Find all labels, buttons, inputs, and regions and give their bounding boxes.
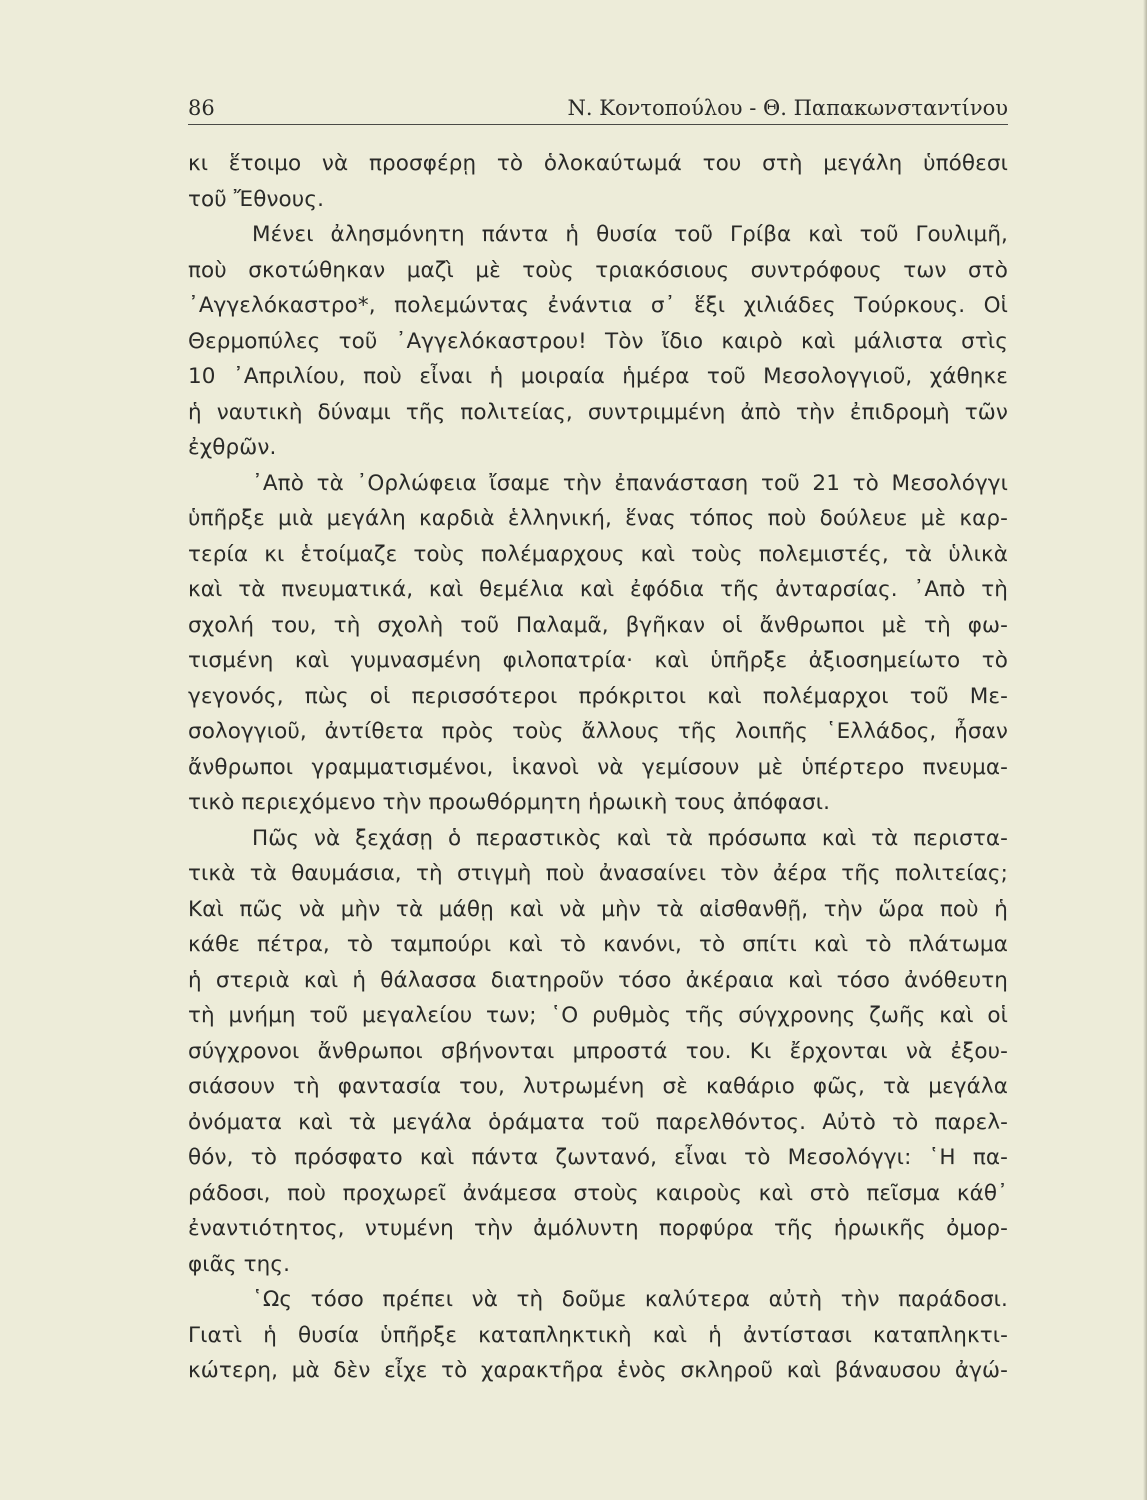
text-line: ἄνθρωποι γραμματισμένοι, ἱκανοὶ νὰ γεμίσουν μὲ ὑπέρτερο πνευμα- (188, 754, 1008, 780)
body-text (188, 146, 1008, 1389)
text-line: καὶ τὰ πνευματικά, καὶ θεμέλια καὶ ἐφόδια τῆς ἀνταρσίας. ᾿Απὸ τὴ (188, 577, 1008, 602)
text-line: Καὶ πῶς νὰ μὴν τὰ μάθῃ καὶ νὰ μὴν τὰ αἰσθανθῇ, τὴν ὥρα ποὺ ἡ (188, 896, 1008, 922)
text-line: τικὸ περιεχόμενο τὴν προωθόρμητη ἡρωικὴ τους ἀπόφασι. (188, 790, 831, 815)
text-line: 10 ᾿Απριλίου, ποὺ εἶναι ἡ μοιραία ἡμέρα τοῦ Μεσολογγιοῦ, χάθηκε (188, 364, 1008, 389)
text-line: σχολή του, τὴ σχολὴ τοῦ Παλαμᾶ, βγῆκαν οἱ ἄνθρωποι μὲ τὴ φω- (188, 612, 1008, 638)
text-line: κώτερη, μὰ δὲν εἶχε τὸ χαρακτῆρα ἑνὸς σκληροῦ καὶ βάναυσου ἀγώ- (188, 1358, 1008, 1383)
text-line: ὀνόματα καὶ τὰ μεγάλα ὁράματα τοῦ παρελθόντος. Αὐτὸ τὸ παρελ- (188, 1109, 1008, 1135)
text-line: ἐναντιότητος, ντυμένη τὴν ἀμόλυντη πορφύρα τῆς ἡρωικῆς ὀμορ- (188, 1216, 1008, 1241)
text-line: ποὺ σκοτώθηκαν μαζὶ μὲ τοὺς τριακόσιους συντρόφους των στὸ (188, 257, 1008, 283)
text-line: ἡ στεριὰ καὶ ἡ θάλασσα διατηροῦν τόσο ἀκέραια καὶ τόσο ἀνόθευτη (188, 967, 1008, 993)
text-line: κάθε πέτρα, τὸ ταμπούρι καὶ τὸ κανόνι, τὸ σπίτι καὶ τὸ πλάτωμα (188, 932, 1008, 957)
text-line: ἐχθρῶν. (188, 435, 277, 460)
text-line: τικὰ τὰ θαυμάσια, τὴ στιγμὴ ποὺ ἀνασαίνει τὸν ἀέρα τῆς πολιτείας; (188, 861, 1008, 886)
text-line: τοῦ Ἔθνους. (188, 186, 324, 212)
text-line: τὴ μνήμη τοῦ μεγαλείου των; ῾Ο ρυθμὸς τῆς σύγχρονης ζωῆς καὶ οἱ (188, 1003, 1008, 1028)
text-line: ᾿Αγγελόκαστρο*, πολεμώντας ἐνάντια σ᾿ ἕξι χιλιάδες Τούρκους. Οἱ (188, 293, 1008, 318)
text-line: ᾿Απὸ τὰ ᾿Ορλώφεια ἴσαμε τὴν ἐπανάσταση τοῦ 21 τὸ Μεσολόγγι (252, 470, 1008, 496)
text-line: ἡ ναυτικὴ δύναμι τῆς πολιτείας, συντριμμένη ἀπὸ τὴν ἐπιδρομὴ τῶν (188, 399, 1008, 425)
page-edge-shadow (1143, 0, 1147, 1500)
text-line: γεγονός, πὼς οἱ περισσότεροι πρόκριτοι καὶ πολέμαρχοι τοῦ Με- (188, 683, 1008, 709)
text-line: σύγχρονοι ἄνθρωποι σβήνονται μπροστά του. Κι ἔρχονται νὰ ἐξου- (188, 1038, 1008, 1064)
text-line: σολογγιοῦ, ἀντίθετα πρὸς τοὺς ἄλλους τῆς λοιπῆς ῾Ελλάδος, ἦσαν (188, 719, 1008, 744)
text-line: θόν, τὸ πρόσφατο καὶ πάντα ζωντανό, εἶναι τὸ Μεσολόγγι: ῾Η πα- (188, 1145, 1008, 1170)
text-line: ῾Ως τόσο πρέπει νὰ τὴ δοῦμε καλύτερα αὐτὴ τὴν παράδοσι. (252, 1287, 1008, 1312)
text-line: ὑπῆρξε μιὰ μεγάλη καρδιὰ ἑλληνική, ἕνας τόπος ποὺ δούλευε μὲ καρ- (188, 506, 1008, 531)
text-line: ράδοσι, ποὺ προχωρεῖ ἀνάμεσα στοὺς καιροὺς καὶ στὸ πεῖσμα κάθ᾿ (188, 1180, 1008, 1206)
text-line: Μένει ἀλησμόνητη πάντα ἡ θυσία τοῦ Γρίβα καὶ τοῦ Γουλιμῆ, (252, 222, 1008, 247)
text-line: Γιατὶ ἡ θυσία ὑπῆρξε καταπληκτικὴ καὶ ἡ ἀντίστασι καταπληκτι- (188, 1322, 1008, 1348)
page-number: 86 (188, 96, 215, 120)
text-line: Θερμοπύλες τοῦ ᾿Αγγελόκαστρου! Τὸν ἴδιο καιρὸ καὶ μάλιστα στὶς (188, 328, 1008, 354)
text-line: τισμένη καὶ γυμνασμένη φιλοπατρία· καὶ ὑπῆρξε ἀξιοσημείωτο τὸ (188, 648, 1008, 673)
text-line: σιάσουν τὴ φαντασία του, λυτρωμένη σὲ καθάριο φῶς, τὰ μεγάλα (188, 1074, 1008, 1099)
text-line: φιᾶς της. (188, 1251, 291, 1277)
running-head: Ν. Κοντοπούλου - Θ. Παπακωνσταντίνου (567, 96, 1008, 120)
page-header (188, 94, 1008, 125)
text-line: Πῶς νὰ ξεχάσῃ ὁ περαστικὸς καὶ τὰ πρόσωπα καὶ τὰ περιστα- (252, 825, 1008, 851)
text-line: κι ἕτοιμο νὰ προσφέρῃ τὸ ὁλοκαύτωμά του στὴ μεγάλη ὑπόθεσι (188, 151, 1008, 176)
text-line: τερία κι ἑτοίμαζε τοὺς πολέμαρχους καὶ τοὺς πολεμιστές, τὰ ὑλικὰ (188, 541, 1008, 567)
